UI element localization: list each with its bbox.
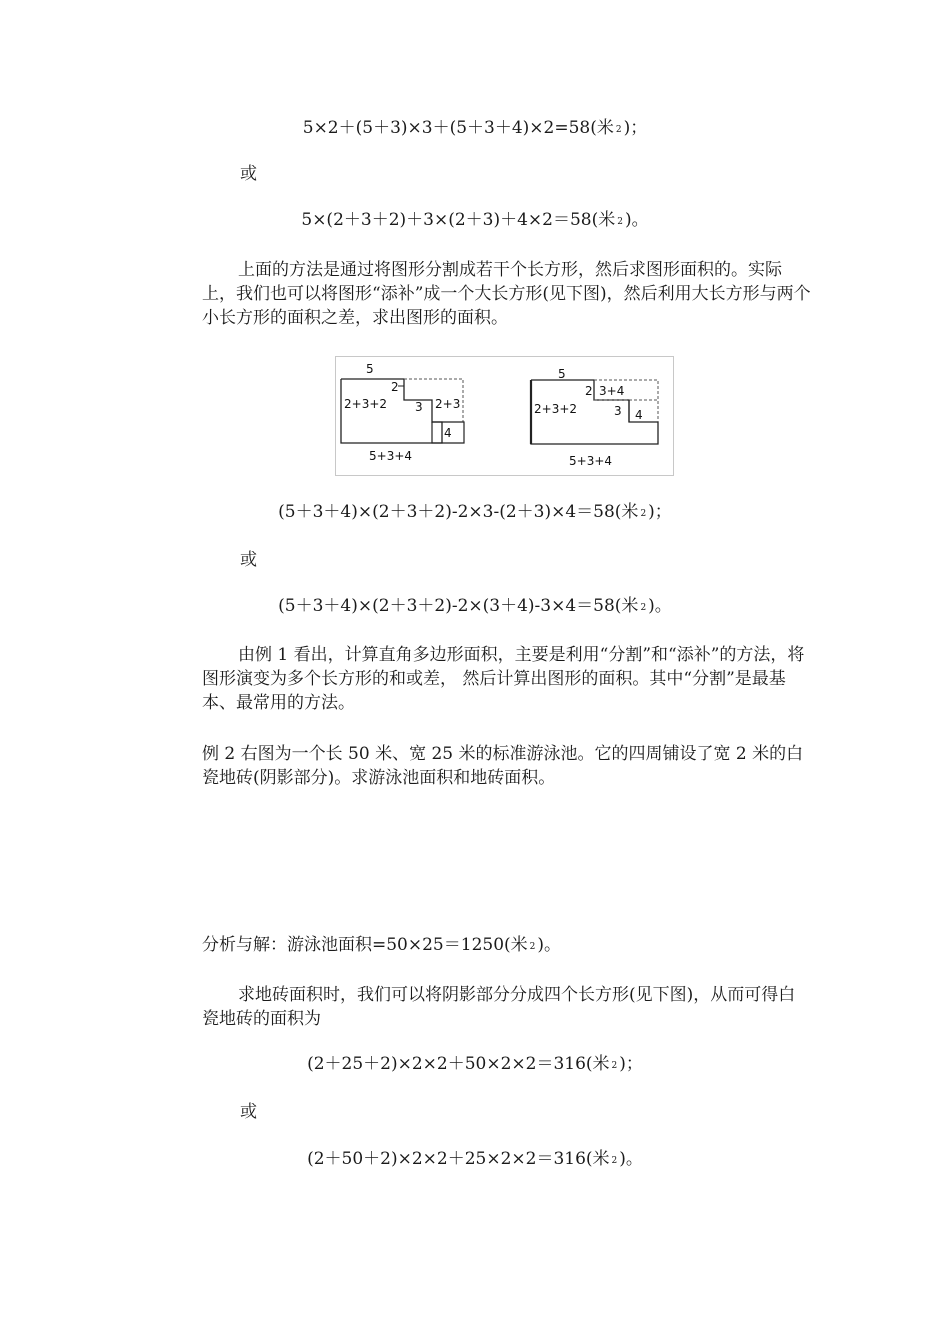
- formula-3: [0, 500, 950, 527]
- right-step2-label: 3: [614, 404, 622, 418]
- formula-4-superscript: 2: [640, 603, 647, 613]
- paragraph-example-2: 例 2 右图为一个长 50 米、宽 25 米的标准游泳池。它的四周铺设了宽 2 米的白瓷地砖(阴影部分)。求游泳池面积和地砖面积。: [202, 744, 804, 788]
- left-side-label: 2+3+2: [344, 397, 388, 411]
- formula-5-tail: )；: [619, 1054, 643, 1074]
- left-bottom-label: 5+3+4: [369, 449, 413, 463]
- left-top-label: 5: [366, 362, 374, 376]
- formula-3-superscript: 2: [640, 509, 647, 519]
- right-dashed-label: 3+4: [599, 384, 625, 398]
- formula-5-superscript: 2: [611, 1061, 618, 1071]
- formula-1-superscript: 2: [615, 125, 622, 135]
- area-diagram: [336, 357, 673, 475]
- paragraph-method-explanation: 上面的方法是通过将图形分割成若干个长方形，然后求图形面积的。实际上，我们也可以将图形“添补”成一个大长方形(见下图)，然后利用大长方形与两个小长方形的面积之差，求出图形的面积。: [202, 260, 811, 328]
- formula-4-tail: )。: [648, 596, 672, 616]
- right-diagram: [531, 367, 658, 468]
- analysis-tail: )。: [537, 935, 562, 955]
- formula-2-superscript: 2: [617, 217, 623, 227]
- formula-5-text: (2＋25＋2)×2×2＋50×2×2＝316(米: [307, 1054, 610, 1074]
- or-label-2: 或: [240, 550, 257, 570]
- formula-2-text: 5×(2＋3＋2)＋3×(2＋3)＋4×2＝58(米: [301, 210, 616, 230]
- formula-6: [0, 1147, 950, 1174]
- right-side-label: 2+3+2: [534, 402, 578, 416]
- analysis-text: 分析与解：游泳池面积=50×25＝1250(米: [202, 935, 528, 955]
- formula-4-text: (5＋3＋4)×(2＋3＋2)-2×(3＋4)-3×4＝58(米: [278, 596, 639, 616]
- or-label-3: 或: [240, 1102, 257, 1122]
- left-diagram: [341, 362, 464, 463]
- right-bottom-label: 5+3+4: [569, 454, 613, 468]
- analysis-superscript: 2: [529, 942, 536, 952]
- formula-6-text: (2＋50＋2)×2×2＋25×2×2＝316(米: [307, 1149, 610, 1169]
- paragraph-analysis: [202, 933, 812, 960]
- formula-4: [0, 594, 950, 621]
- formula-1-tail: )；: [623, 118, 648, 138]
- formula-5: [0, 1052, 950, 1079]
- formula-6-tail: )。: [619, 1149, 643, 1169]
- right-step1-label: 2: [585, 384, 593, 398]
- paragraph-tile-method: 求地砖面积时，我们可以将阴影部分分成四个长方形(见下图)，从而可得白瓷地砖的面积为: [202, 985, 796, 1029]
- formula-1-text: 5×2＋(5＋3)×3＋(5＋3＋4)×2=58(米: [302, 118, 614, 138]
- formula-6-superscript: 2: [611, 1156, 618, 1166]
- formula-1: [0, 116, 950, 143]
- area-figure: [335, 356, 674, 476]
- formula-3-tail: )；: [648, 502, 672, 522]
- left-step3-label: 4: [444, 426, 452, 440]
- formula-2: [0, 208, 950, 235]
- left-step2-label: 3: [415, 400, 423, 414]
- left-step1-label: 2: [391, 380, 399, 394]
- right-top-label: 5: [558, 367, 566, 381]
- formula-3-text: (5＋3＋4)×(2＋3＋2)-2×3-(2＋3)×4＝58(米: [278, 502, 639, 522]
- formula-2-tail: )。: [624, 210, 649, 230]
- right-step3-label: 4: [635, 408, 643, 422]
- left-lower-step: [432, 422, 442, 443]
- left-dashed-label: 2+3: [435, 397, 461, 411]
- or-label-1: 或: [240, 164, 257, 184]
- paragraph-summary: 由例 1 看出，计算直角多边形面积，主要是利用“分割”和“添补”的方法，将图形演变为多个长方形的和或差， 然后计算出图形的面积。其中“分割”是最基本、最常用的方法。: [202, 645, 805, 713]
